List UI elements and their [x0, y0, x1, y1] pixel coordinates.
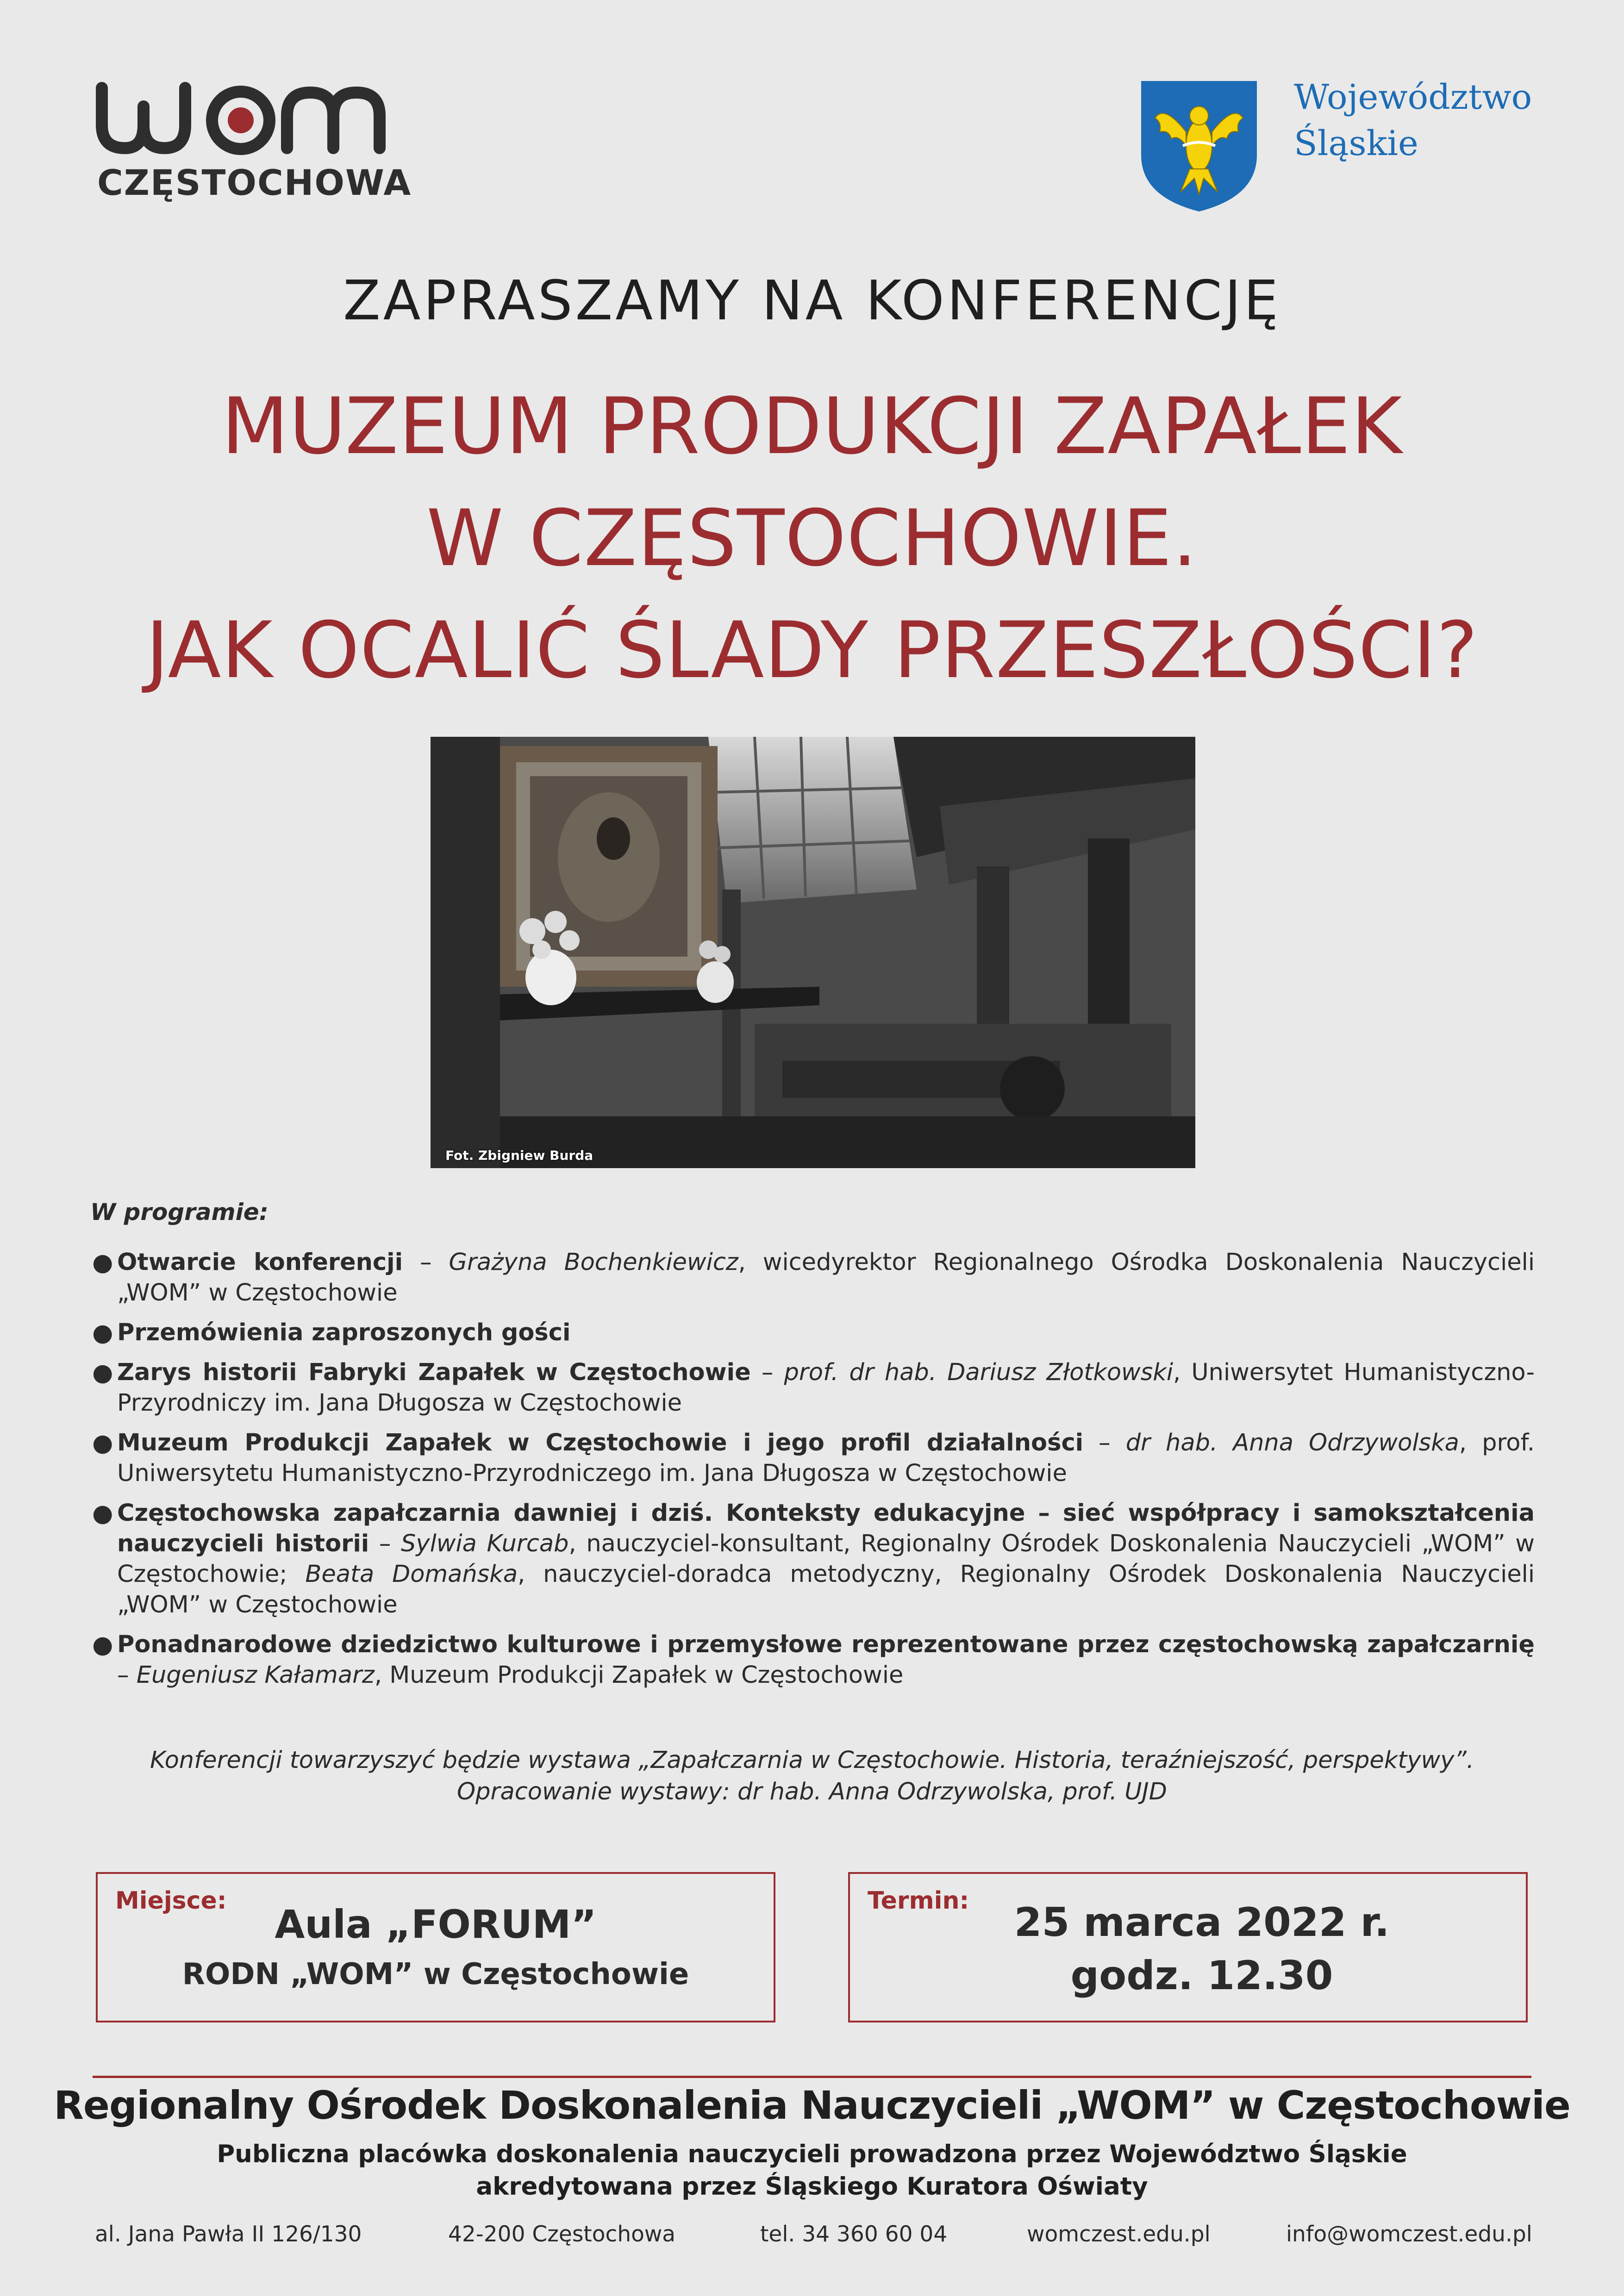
program-item-speaker: prof. dr hab. Dariusz Złotkowski — [784, 1359, 1174, 1386]
program-item — [90, 1630, 1535, 1691]
program-item-speaker: Grażyna Bochenkiewicz — [449, 1249, 738, 1276]
place-venue: Aula „FORUM” — [275, 1902, 597, 1947]
footer-subtitle — [0, 2138, 1624, 2203]
place-box — [96, 1872, 775, 2022]
place-label: Miejsce: — [115, 1887, 227, 1915]
program-item-title: Częstochowska zapałczarnia dawniej i dziś. Konteksty edukacyjne – sieć współpracy i samokształcenia nauczycieli historii — [117, 1500, 1535, 1557]
title-line-2: W CZĘSTOCHOWIE. — [426, 493, 1198, 584]
date-time: godz. 12.30 — [1070, 1953, 1333, 1999]
bullet-icon: ● — [92, 1631, 113, 1659]
bullet-icon: ● — [92, 1500, 113, 1527]
footer-postal: 42-200 Częstochowa — [448, 2221, 676, 2247]
program-item — [90, 1428, 1535, 1489]
bullet-icon: ● — [92, 1249, 113, 1276]
conference-title — [28, 370, 1596, 706]
program-item-dash: – — [1083, 1429, 1126, 1456]
program-item-dash: – — [403, 1249, 449, 1276]
bullet-icon: ● — [92, 1359, 113, 1387]
program-item — [90, 1357, 1535, 1419]
region-name — [1294, 74, 1553, 167]
program-item-title: Ponadnarodowe dziedzictwo kulturowe i przemysłowe reprezentowane przez częstochowską zapałczarnię — [117, 1631, 1535, 1658]
exhibition-line-1: Konferencji towarzyszyć będzie wystawa „Zapałczarnia w Częstochowie. Historia, teraźniejszość, perspektywy”. — [150, 1747, 1474, 1774]
footer-subtitle-line-1: Publiczna placówka doskonalenia nauczycieli prowadzona przez Województwo Śląskie — [217, 2140, 1407, 2168]
program-list — [90, 1247, 1535, 1700]
program-item-affiliation: , nauczyciel-konsultant, Regionalny Ośrodek Doskonalenia Nauczycieli „WOM” w Częstochowie; — [117, 1530, 1535, 1588]
program-item-dash: – — [369, 1530, 401, 1557]
program-item — [90, 1318, 1535, 1348]
program-heading: W programie: — [90, 1199, 269, 1226]
footer-address: al. Jana Pawła II 126/130 — [95, 2221, 362, 2247]
wom-city-label: CZĘSTOCHOWA — [97, 162, 412, 203]
footer-phone: tel. 34 360 60 04 — [760, 2221, 948, 2247]
exhibition-note — [0, 1745, 1624, 1808]
program-item-title: Otwarcie konferencji — [117, 1249, 403, 1276]
bullet-icon: ● — [92, 1429, 113, 1457]
program-item-affiliation: , Uniwersytet Humanistyczno-Przyrodniczy im. Jana Długosza w Częstochowie — [117, 1359, 1535, 1417]
program-item-title: Zarys historii Fabryki Zapałek w Częstochowie — [117, 1359, 751, 1386]
program-item-speaker-2: Beata Domańska — [305, 1561, 518, 1588]
invite-heading: ZAPRASZAMY NA KONFERENCJĘ — [343, 268, 1281, 332]
region-name-line1: Województwo — [1294, 77, 1532, 117]
footer-organization: Regionalny Ośrodek Doskonalenia Nauczycieli „WOM” w Częstochowie — [54, 2083, 1570, 2128]
footer-email-link[interactable]: info@womczest.edu.pl — [1286, 2221, 1532, 2247]
program-item-affiliation: , Muzeum Produkcji Zapałek w Częstochowie — [374, 1661, 904, 1689]
date-label: Termin: — [868, 1887, 969, 1915]
region-name-line2: Śląskie — [1294, 124, 1418, 163]
exhibition-line-2: Opracowanie wystawy: dr hab. Anna Odrzywolska, prof. UJD — [457, 1778, 1167, 1805]
photo-credit: Fot. Zbigniew Burda — [445, 1148, 593, 1163]
date-box — [848, 1872, 1528, 2022]
title-line-3: JAK OCALIĆ ŚLADY PRZESZŁOŚCI? — [146, 605, 1478, 696]
program-item — [90, 1247, 1535, 1308]
program-item-affiliation: , prof. Uniwersytetu Humanistyczno-Przyrodniczego im. Jana Długosza w Częstochowie — [117, 1429, 1535, 1487]
program-item-dash: – — [117, 1661, 137, 1689]
footer-website-link[interactable]: womczest.edu.pl — [1027, 2221, 1211, 2247]
program-item-speaker: Sylwia Kurcab — [401, 1530, 569, 1557]
bullet-icon: ● — [92, 1319, 113, 1347]
footer-subtitle-line-2: akredytowana przez Śląskiego Kuratora Oświaty — [476, 2172, 1148, 2201]
title-line-1: MUZEUM PRODUKCJI ZAPAŁEK — [221, 381, 1403, 472]
program-item-affiliation: , wicedyrektor Regionalnego Ośrodka Doskonalenia Nauczycieli „WOM” w Częstochowie — [117, 1249, 1535, 1307]
program-item-title: Przemówienia zaproszonych gości — [117, 1319, 571, 1346]
place-institution: RODN „WOM” w Częstochowie — [182, 1957, 689, 1991]
silesia-crest-icon — [1137, 76, 1262, 215]
footer-divider — [93, 2076, 1531, 2078]
date-day: 25 marca 2022 r. — [1014, 1899, 1390, 1946]
program-item-title: Muzeum Produkcji Zapałek w Częstochowie i jego profil działalności — [117, 1429, 1084, 1456]
program-item-dash: – — [750, 1359, 784, 1386]
program-item-speaker: Eugeniusz Kałamarz — [136, 1661, 375, 1689]
factory-photo — [431, 737, 1195, 1168]
program-item — [90, 1498, 1535, 1620]
program-item-speaker: dr hab. Anna Odrzywolska — [1125, 1429, 1459, 1456]
program-item-affiliation-2: , nauczyciel-doradca metodyczny, Regionalny Ośrodek Doskonalenia Nauczycieli „WOM” w Częstochowie — [117, 1561, 1535, 1618]
